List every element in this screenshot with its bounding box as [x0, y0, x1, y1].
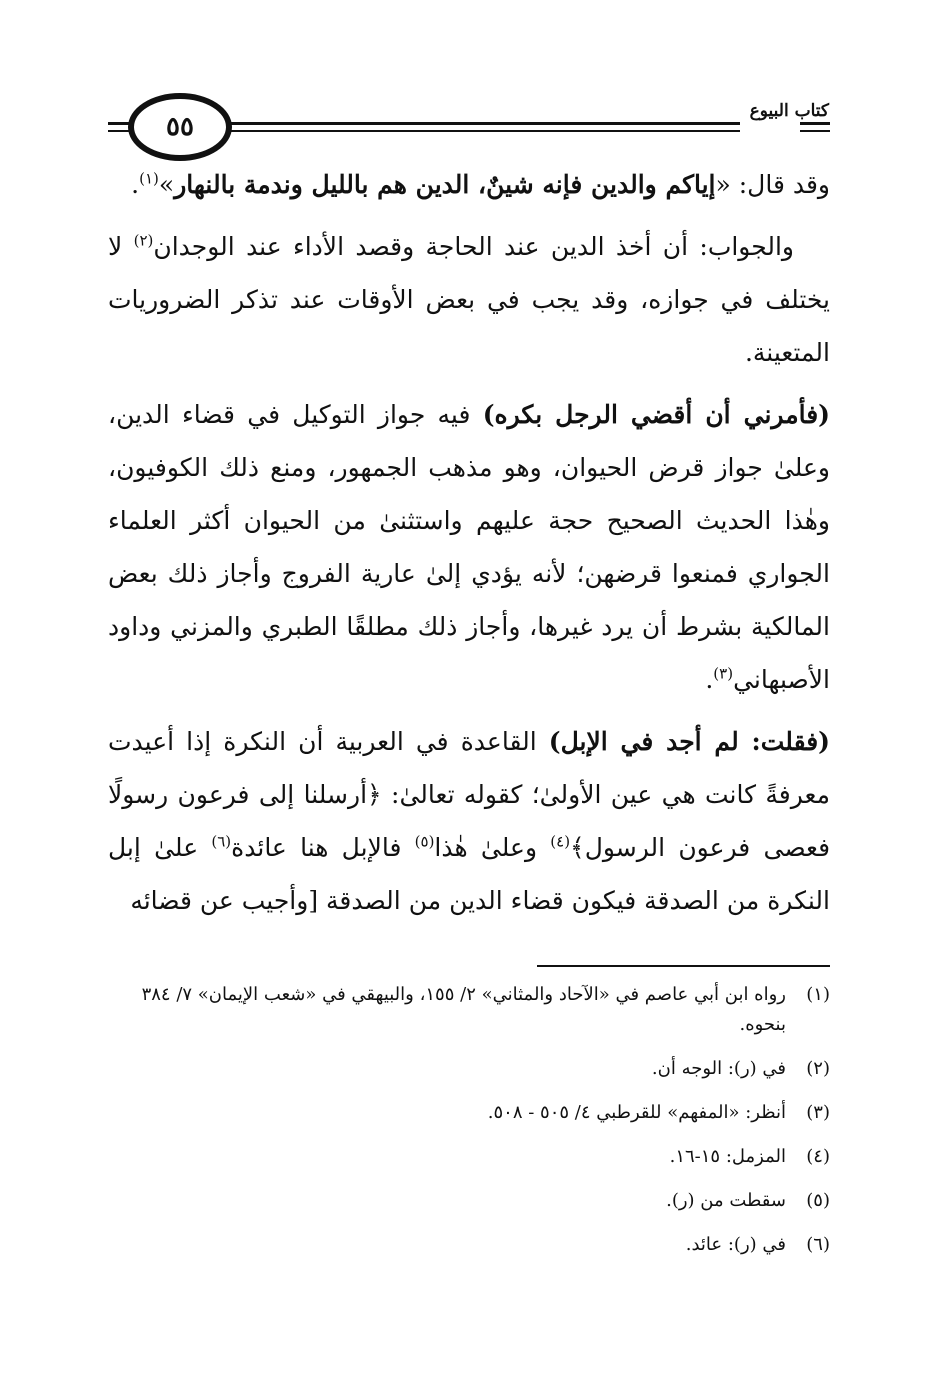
footnote-number: (٦) — [806, 1234, 830, 1255]
running-title: كتاب البيوع — [744, 101, 835, 121]
p2-text: والجواب: أن أخذ الدين عند الحاجة وقصد الأداء عند الوجدان — [153, 232, 794, 261]
footnote-text: المزمل: ١٥-١٦. — [669, 1146, 786, 1167]
footnote-number: (١) — [806, 984, 830, 1005]
footnote-ref-2: (٢) — [133, 231, 154, 250]
footnote-number: (٤) — [806, 1146, 830, 1167]
p1-hadith: إياكم والدين فإنه شينٌ، الدين هم بالليل وندمة بالنهار — [174, 170, 716, 199]
paragraph-4 — [108, 715, 830, 927]
p1-pre: وقد قال: « — [715, 170, 830, 199]
footnote-number: (٥) — [806, 1190, 830, 1211]
footnote-ref-3: (٣) — [713, 664, 734, 683]
p3-text: فيه جواز التوكيل في قضاء الدين، وعلىٰ جواز قرض الحيوان، وهو مذهب الجمهور، ومنع ذلك الكوفيون، وهٰذا الحديث الصحيح حجة عليهم واستثنىٰ من الحيوان أكثر العلماء الجواري فمنعوا قرضهن؛ لأنه يؤدي إلىٰ عارية الفروج وأجاز ذلك بعض المالكية بشرط أن يرد غيرها، وأجاز ذلك مطلقًا الطبري والمزني وداود الأصبهاني — [108, 400, 830, 694]
footnote-text: سقطت من (ر). — [666, 1190, 786, 1211]
p4-text-4: علىٰ إبل النكرة من الصدقة فيكون قضاء الدين من الصدقة [وأجيب عن قضائه — [108, 833, 830, 915]
p4-lemma: (فقلت: لم أجد في الإبل) — [548, 727, 830, 756]
main-text — [108, 158, 830, 936]
p3-end: . — [705, 665, 714, 694]
p3-lemma: (فأمرني أن أقضي الرجل بكره) — [482, 400, 831, 429]
footnote-number: (٣) — [806, 1102, 830, 1123]
footnote-ref-5: (٥) — [414, 832, 435, 851]
footnote-ref-1: (١) — [139, 169, 159, 188]
p1-post: » — [158, 170, 175, 199]
footnotes — [108, 980, 830, 1274]
footnote-separator — [537, 965, 830, 967]
footnote-number: (٢) — [806, 1058, 830, 1079]
footnote-text: في (ر): الوجه أن. — [651, 1058, 786, 1079]
header-rule-right-top — [800, 122, 830, 125]
footnote-4 — [108, 1142, 830, 1172]
footnote-text: أنظر: «المفهم» للقرطبي ٤/ ٥٠٥ - ٥٠٨. — [487, 1102, 786, 1123]
footnote-1 — [108, 980, 830, 1040]
page-number: ٥٥ — [166, 112, 194, 142]
header-rule-mid-bottom — [200, 130, 740, 132]
footnote-2 — [108, 1054, 830, 1084]
paragraph-3 — [108, 388, 830, 706]
footnote-3 — [108, 1098, 830, 1128]
header-rule-right-bottom — [800, 130, 830, 132]
p4-text-3: فالإبل هنا عائدة — [231, 833, 415, 862]
page-header — [0, 0, 941, 160]
footnote-text: في (ر): عائد. — [685, 1234, 786, 1255]
p4-text-2: وعلىٰ هٰذا — [434, 833, 551, 862]
page-number-oval — [128, 93, 232, 161]
p1-end: . — [131, 170, 140, 199]
footnote-ref-4: (٤) — [550, 832, 571, 851]
paragraph-1 — [108, 158, 830, 211]
footnote-text: رواه ابن أبي عاصم في «الآحاد والمثاني» ٢/ ١٥٥، والبيهقي في «شعب الإيمان» ٧/ ٣٨٤ بنحوه. — [141, 984, 786, 1035]
footnote-6 — [108, 1230, 830, 1260]
paragraph-2 — [108, 220, 830, 379]
header-rule-mid-top — [200, 122, 740, 125]
footnote-5 — [108, 1186, 830, 1216]
p2-rest: لا يختلف في جوازه، وقد يجب في بعض الأوقات عند تذكر الضروريات المتعينة. — [108, 232, 830, 367]
footnote-ref-6: (٦) — [211, 832, 232, 851]
p4-text-1: القاعدة في العربية أن النكرة إذا أعيدت معرفةً كانت هي عين الأولىٰ؛ كقوله تعالىٰ: ﴿أرسلنا إلى فرعون رسولًا فعصى فرعون الرسول﴾ — [108, 727, 831, 862]
